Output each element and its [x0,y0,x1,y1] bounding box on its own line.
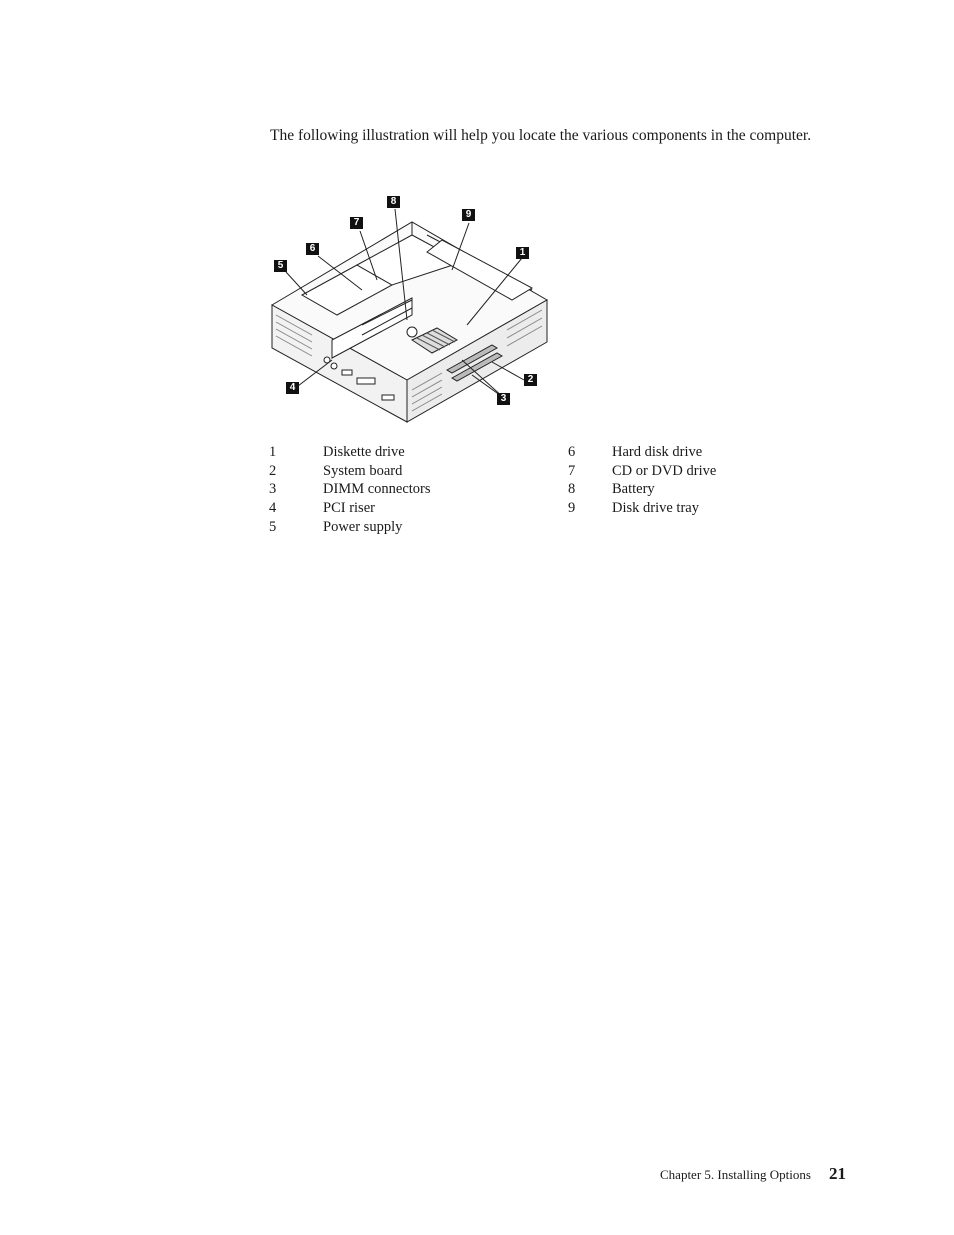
page-number: 21 [828,1164,846,1183]
computer-components-illustration [262,190,562,430]
legend-item [269,499,431,518]
legend-number: 4 [269,500,277,517]
computer-drawing [262,190,562,430]
intro-paragraph: The following illustration will help you locate the various components in the computer. [270,127,812,144]
callout-8: 8 [387,196,400,208]
callout-3: 3 [497,393,510,405]
legend-item [269,518,431,537]
chapter-title: Chapter 5. Installing Options [660,1167,811,1182]
callout-6: 6 [306,243,319,255]
legend-label: DIMM connectors [323,481,431,498]
legend-right-column [568,443,716,518]
legend-label: PCI riser [323,500,375,517]
legend-number: 2 [269,462,277,479]
legend-item [269,443,431,462]
callout-2: 2 [524,374,537,386]
legend-number: 7 [568,462,576,479]
legend-number: 3 [269,481,277,498]
legend-item [568,480,716,499]
legend-label: CD or DVD drive [612,462,717,479]
legend-item [269,480,431,499]
legend-number: 9 [568,500,576,517]
callout-1: 1 [516,247,529,259]
legend-item [269,462,431,481]
legend-item [568,443,716,462]
callout-9: 9 [462,209,475,221]
callout-5: 5 [274,260,287,272]
legend-label: Hard disk drive [612,444,703,460]
legend-number: 1 [269,444,277,460]
callout-7: 7 [350,217,363,229]
legend-number: 8 [568,481,576,498]
legend-label: Power supply [323,518,403,535]
legend-number: 6 [568,444,576,460]
legend-item [568,499,716,518]
callout-4: 4 [286,382,299,394]
page-footer [660,1164,846,1184]
legend-label: Disk drive tray [612,500,699,517]
legend-label: Diskette drive [323,444,405,460]
legend-item [568,462,716,481]
legend-label: Battery [612,481,655,498]
legend-label: System board [323,462,403,479]
legend-left-column [269,443,431,537]
legend-number: 5 [269,518,277,535]
